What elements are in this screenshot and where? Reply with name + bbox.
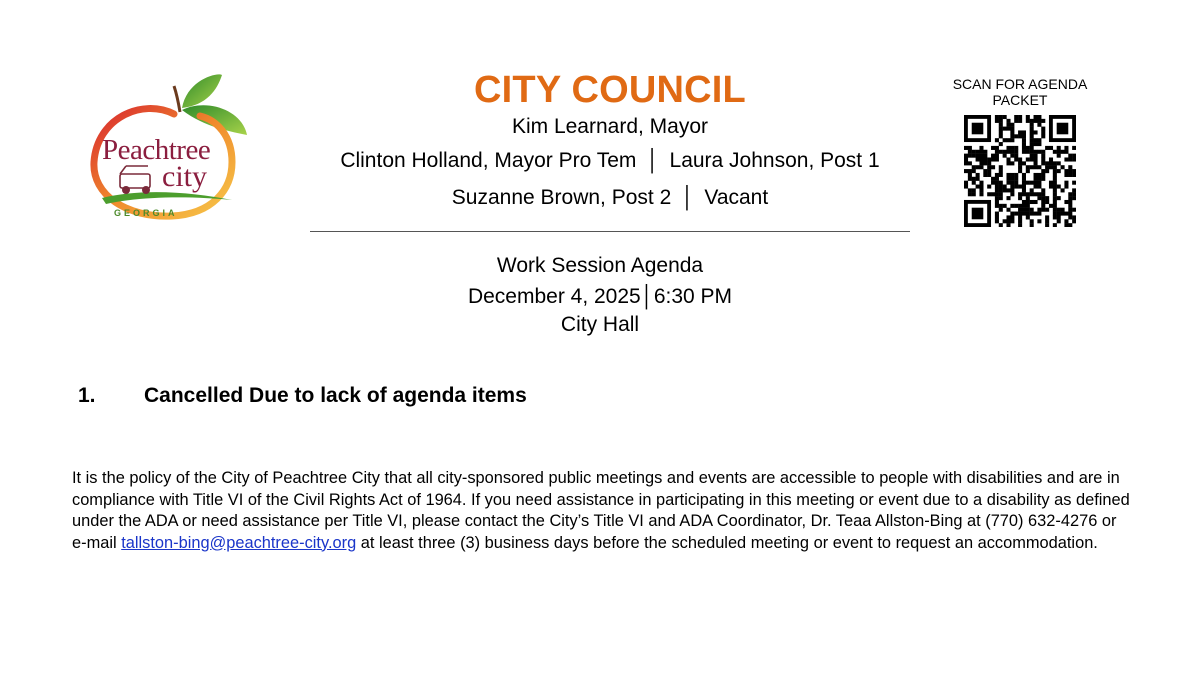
logo-word-peachtree: Peachtree <box>102 134 211 166</box>
separator: │ <box>646 149 660 172</box>
council-members-row-1 <box>300 142 920 179</box>
session-time: 6:30 PM <box>653 285 733 308</box>
session-location: City Hall <box>560 313 640 336</box>
council-members-row-2 <box>300 179 920 216</box>
agenda-item-number: 1. <box>78 384 96 407</box>
session-type: Work Session Agenda <box>496 254 704 277</box>
qr-section <box>940 76 1100 227</box>
qr-label-line: SCAN FOR AGENDA <box>952 76 1088 92</box>
separator: │ <box>681 186 695 209</box>
council-title: CITY COUNCIL <box>474 69 746 111</box>
council-member: Suzanne Brown, Post 2 <box>451 186 672 209</box>
council-member: Clinton Holland, Mayor Pro Tem <box>340 149 637 172</box>
logo-word-city: city <box>162 160 207 193</box>
mayor-line: Kim Learnard, Mayor <box>511 115 709 138</box>
policy-text: It is the policy of the City of Peachtree City that all city-sponsored public meetings and events are accessible to people with disabilities and are in compliance with Title VI of the Civil Rights Act of 1964. If you need assistance in participating in this meeting or event due to a disability as defined under the ADA or need assistance per Title VI, please contact the City’s Title VI and ADA Coordinator, Dr. Teaa Allston-Bing at (770) 632-4276 or e-mail <box>72 469 1130 552</box>
council-header <box>300 68 920 216</box>
council-member: Laura Johnson, Post 1 <box>669 149 880 172</box>
agenda-item-text: Cancelled Due to lack of agenda items <box>144 384 527 407</box>
separator: │ <box>640 285 654 308</box>
header-divider <box>310 231 910 232</box>
session-datetime <box>300 281 900 312</box>
qr-code[interactable] <box>964 115 1076 227</box>
qr-label <box>940 76 1100 108</box>
session-info <box>300 250 900 338</box>
peachtree-city-logo <box>82 70 252 220</box>
council-member: Vacant <box>704 186 769 209</box>
session-date: December 4, 2025 <box>467 285 641 308</box>
policy-text-after: at least three (3) business days before the scheduled meeting or event to request an accommodation. <box>360 533 1098 552</box>
agenda-item <box>78 384 527 408</box>
qr-code-image[interactable] <box>964 115 1076 227</box>
accessibility-policy <box>72 468 1132 554</box>
coordinator-email-link[interactable]: tallston-bing@peachtree-city.org <box>121 533 357 552</box>
logo-state: GEORGIA <box>114 208 178 218</box>
qr-label-line: PACKET <box>992 92 1048 108</box>
